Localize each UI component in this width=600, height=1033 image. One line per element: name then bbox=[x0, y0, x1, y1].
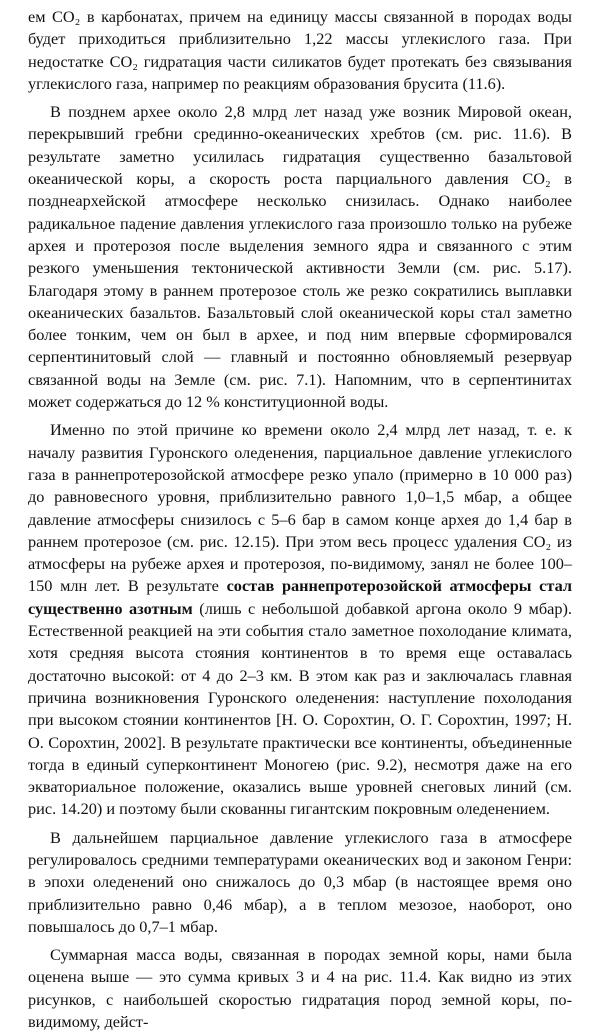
paragraph-3-text-a: Именно по этой причине ко времени около 2,4 млрд лет назад, т. е. к началу развития Гуронского оледенения, парциальное давление углекислого газа в раннепротерозойской атмосфере резко упало (примерно в 10 000 раз) до равновесного уровня, приблизительно равного 1,0–1,5 мбар, а общее давление атмосферы снизилось с 5–6 бар в самом конце архея до 1,4 бар в раннем протерозое (см. рис. 12.15). При этом весь процесс удаления CO₂ из атмосферы на рубеже архея и протерозоя, по-видимому, занял не более 100–150 млн лет. В результате bbox=[28, 420, 572, 596]
paragraph-4 bbox=[28, 827, 572, 938]
paragraph-3 bbox=[28, 419, 572, 820]
paragraph-2-text: В позднем архее около 2,8 млрд лет назад уже возник Мировой океан, перекрывший гребни срединно-океанических хребтов (см. рис. 11.6). В результате заметно усилилась гидратация существенно базальтовой океанической коры, а скорость роста парциального давления CO₂ в позднеархейской атмосфере несколько снизилась. Однако наиболее радикальное падение давления углекислого газа произошло только на рубеже архея и протерозоя после выделения земного ядра и связанного с этим резкого уменьшения тектонической активности Земли (см. рис. 5.17). Благодаря этому в раннем протерозое столь же резко сократились выплавки океанических базальтов. Базальтовый слой океанической коры стал заметно более тонким, чем он был в архее, и под ним впервые сформировался серпентинитовый слой — главный и постоянно обновляемый резервуар связанной воды на Земле (см. рис. 7.1). Напомним, что в серпентинитах может содержаться до 12 % конституционной воды. bbox=[28, 102, 572, 412]
paragraph-2 bbox=[28, 101, 572, 413]
paragraph-4-text: В дальнейшем парциальное давление углекислого газа в атмосфере регулировалось средними температурами океанических вод и законом Генри: в эпохи оледенений оно снижалось до 0,3 мбар (в настоящее время оно приблизительно равно 0,46 мбар), а в теплом мезозое, наоборот, оно повышалось до 0,7–1 мбар. bbox=[28, 827, 572, 936]
paragraph-3-text-b: (лишь с небольшой добавкой аргона около 9 мбар). Естественной реакцией на эти события стало заметное похолодание климата, хотя средняя высота стояния континентов в то время еще оставалась достаточно высокой: от 4 до 2–3 км. В этом как раз и заключалась главная причина возникновения Гуронского оледенения: наступление похолодания при высоком стоянии континентов [Н. О. Сорохтин, О. Г. Сорохтин, 1997; Н. О. Сорохтин, 2002]. В результате практически все континенты, объединенные тогда в единый суперконтинент Моногею (рис. 9.2), несмотря даже на его экваториальное положение, оказались выше уровней снеговых линий (см. рис. 14.20) и поэтому были скованны гигантским покровным оледенением. bbox=[28, 598, 572, 819]
paragraph-3-bold-emphasis: состав раннепротерозойской атмосферы стал существенно азотным bbox=[28, 576, 573, 618]
paragraph-1-text: ем CO₂ в карбонатах, причем на единицу массы связанной в породах воды будет приходиться приблизительно 1,22 массы углекислого газа. При недостатке CO₂ гидратация части силикатов будет протекать без связывания углекислого газа, например по реакциям образования брусита (11.6). bbox=[28, 7, 572, 93]
paragraph-1 bbox=[28, 6, 572, 95]
paragraph-5 bbox=[28, 944, 572, 1033]
paragraph-5-text: Суммарная масса воды, связанная в породах земной коры, нами была оценена выше — это сумма кривых 3 и 4 на рис. 11.4. Как видно из этих рисунков, с наибольшей скоростью гидратация пород земной коры, по-видимому, дейст- bbox=[28, 945, 572, 1032]
